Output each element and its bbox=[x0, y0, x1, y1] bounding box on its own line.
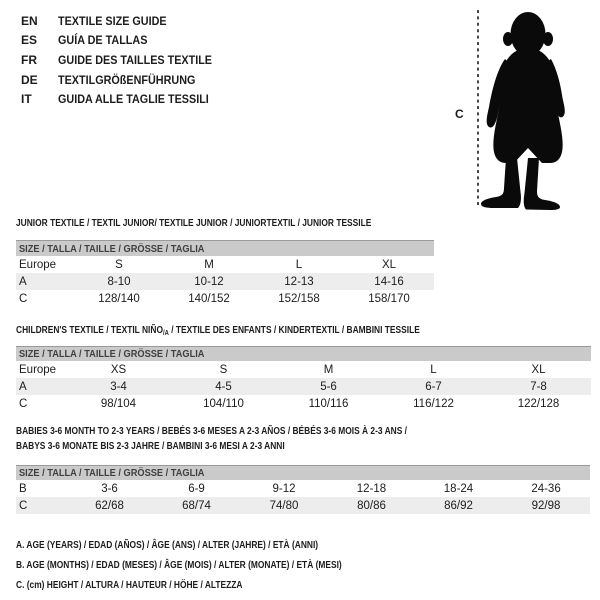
row-label-cell: A bbox=[16, 273, 74, 290]
size-band-label: SIZE / TALLA / TAILLE / GRÖSSE / TAGLIA bbox=[19, 348, 205, 360]
row-label-cell: C bbox=[19, 397, 28, 410]
size-band-label: SIZE / TALLA / TAILLE / GRÖSSE / TAGLIA bbox=[19, 242, 205, 255]
language-row-en bbox=[21, 11, 229, 31]
section-title-junior bbox=[16, 216, 439, 231]
height-measure-label: C bbox=[455, 107, 464, 121]
size-cell: 3-6 bbox=[101, 482, 118, 495]
legend-line-b bbox=[16, 556, 404, 576]
size-cell: L bbox=[295, 258, 303, 271]
size-cell: 128/140 bbox=[98, 292, 140, 305]
language-label: TEXTILE SIZE GUIDE bbox=[58, 13, 167, 28]
size-cell: M bbox=[323, 363, 334, 376]
size-band-label: SIZE / TALLA / TAILLE / GRÖSSE / TAGLIA bbox=[19, 467, 205, 479]
size-cell: 86/92 bbox=[415, 497, 502, 514]
size-cell: 10-12 bbox=[164, 273, 254, 290]
row-label-cell: C bbox=[19, 292, 28, 305]
section-title-babies bbox=[16, 424, 481, 454]
size-cell: 18-24 bbox=[443, 482, 474, 495]
size-cell: M bbox=[204, 258, 214, 271]
size-cell: 5-6 bbox=[276, 378, 381, 395]
size-table-junior bbox=[16, 240, 434, 307]
legend-line-c bbox=[16, 576, 404, 596]
size-cell: S bbox=[115, 258, 123, 271]
language-code: ES bbox=[21, 33, 38, 48]
size-figure bbox=[448, 2, 586, 212]
language-label: GUIDA ALLE TAGLIE TESSILI bbox=[58, 92, 209, 107]
size-cell: XL bbox=[531, 363, 546, 376]
row-label-cell: B bbox=[19, 482, 27, 495]
figure-svg bbox=[448, 2, 586, 212]
table-row-height bbox=[16, 290, 434, 307]
size-cell: S bbox=[219, 363, 228, 376]
size-cell: 9-12 bbox=[272, 482, 296, 495]
size-cell: 116/122 bbox=[413, 397, 454, 410]
language-row-de bbox=[21, 70, 229, 90]
section-title-children bbox=[16, 323, 497, 341]
size-cell: 24-36 bbox=[531, 482, 561, 495]
section-title-part: / TEXTILE DES ENFANTS / KINDERTEXTIL / BAMBINI TESSILE bbox=[168, 325, 420, 336]
legend-line-a bbox=[16, 536, 404, 556]
size-cell: 12-13 bbox=[254, 273, 344, 290]
section-title-line2: BABYS 3-6 MONATE BIS 2-3 JAHRE / BAMBINI 3-6 MESI A 2-3 ANNI bbox=[16, 441, 285, 452]
size-cell: 62/68 bbox=[66, 497, 153, 514]
size-cell: 6-7 bbox=[381, 378, 486, 395]
size-cell: XL bbox=[381, 258, 397, 271]
size-cell: XS bbox=[110, 363, 127, 376]
size-cell: 14-16 bbox=[344, 273, 434, 290]
language-code: EN bbox=[21, 13, 38, 28]
size-cell: 98/104 bbox=[100, 397, 137, 410]
legend-text: B. AGE (MONTHS) / EDAD (MESES) / ÂGE (MOIS) / ALTER (MONATE) / ETÀ (MESI) bbox=[16, 560, 342, 571]
size-cell: 110/116 bbox=[308, 397, 349, 410]
table-row-age bbox=[16, 378, 591, 395]
size-cell: 92/98 bbox=[502, 497, 590, 514]
size-band-row bbox=[16, 466, 590, 481]
size-cell: 158/170 bbox=[368, 292, 410, 305]
table-row-europe bbox=[16, 256, 434, 273]
size-cell: L bbox=[430, 363, 437, 376]
table-row-europe bbox=[16, 361, 591, 378]
language-label: GUÍA DE TALLAS bbox=[58, 33, 148, 48]
language-label: GUIDE DES TAILLES TEXTILE bbox=[58, 52, 213, 67]
language-code: IT bbox=[21, 92, 32, 107]
baby-silhouette-icon bbox=[481, 12, 565, 210]
size-table-babies bbox=[16, 465, 590, 514]
table-row-age bbox=[16, 273, 434, 290]
section-title-text bbox=[16, 323, 420, 341]
section-title-part: CHILDREN'S TEXTILE / TEXTIL NIÑO bbox=[16, 325, 163, 336]
size-cell: 122/128 bbox=[517, 397, 560, 410]
language-code: DE bbox=[21, 72, 38, 87]
row-label-cell: Europe bbox=[19, 258, 57, 271]
legend-text: C. (cm) HEIGHT / ALTURA / HAUTEUR / HÖHE / ALTEZZA bbox=[16, 580, 243, 591]
language-row-es bbox=[21, 31, 229, 51]
section-title-line1: BABIES 3-6 MONTH TO 2-3 YEARS / BEBÉS 3-6 MESES A 2-3 AÑOS / BÉBÉS 3-6 MOIS À 2-3 ANS / bbox=[16, 426, 408, 437]
row-label-cell: A bbox=[16, 378, 66, 395]
size-cell: 4-5 bbox=[171, 378, 276, 395]
language-label: TEXTILGRÖßENFÜHRUNG bbox=[58, 72, 196, 87]
size-cell: 8-10 bbox=[74, 273, 164, 290]
table-row-months bbox=[16, 480, 590, 497]
language-code: FR bbox=[21, 52, 37, 67]
size-cell: 74/80 bbox=[240, 497, 328, 514]
size-cell: 152/158 bbox=[278, 292, 320, 305]
row-label-cell: C bbox=[16, 497, 66, 514]
row-label-cell: Europe bbox=[19, 363, 57, 376]
language-row-it bbox=[21, 89, 229, 109]
legend bbox=[16, 536, 404, 596]
size-cell: 12-18 bbox=[356, 482, 387, 495]
size-cell: 104/110 bbox=[203, 397, 244, 410]
size-cell: 80/86 bbox=[328, 497, 415, 514]
size-cell: 3-4 bbox=[66, 378, 171, 395]
size-cell: 7-8 bbox=[486, 378, 591, 395]
language-list bbox=[21, 11, 229, 109]
size-band-row bbox=[16, 241, 434, 257]
legend-text: A. AGE (YEARS) / EDAD (AÑOS) / ÂGE (ANS) / ALTER (JAHRE) / ETÀ (ANNI) bbox=[16, 540, 319, 551]
table-row-height bbox=[16, 497, 590, 514]
language-row-fr bbox=[21, 50, 229, 70]
size-cell: 140/152 bbox=[188, 292, 230, 305]
table-row-height bbox=[16, 395, 591, 412]
section-title-text: JUNIOR TEXTILE / TEXTIL JUNIOR/ TEXTILE JUNIOR / JUNIORTEXTIL / JUNIOR TESSILE bbox=[16, 218, 372, 229]
section-title-subscript: /A bbox=[162, 330, 169, 337]
size-table-children bbox=[16, 346, 591, 412]
size-cell: 6-9 bbox=[188, 482, 205, 495]
size-band-row bbox=[16, 347, 591, 362]
size-cell: 68/74 bbox=[153, 497, 240, 514]
